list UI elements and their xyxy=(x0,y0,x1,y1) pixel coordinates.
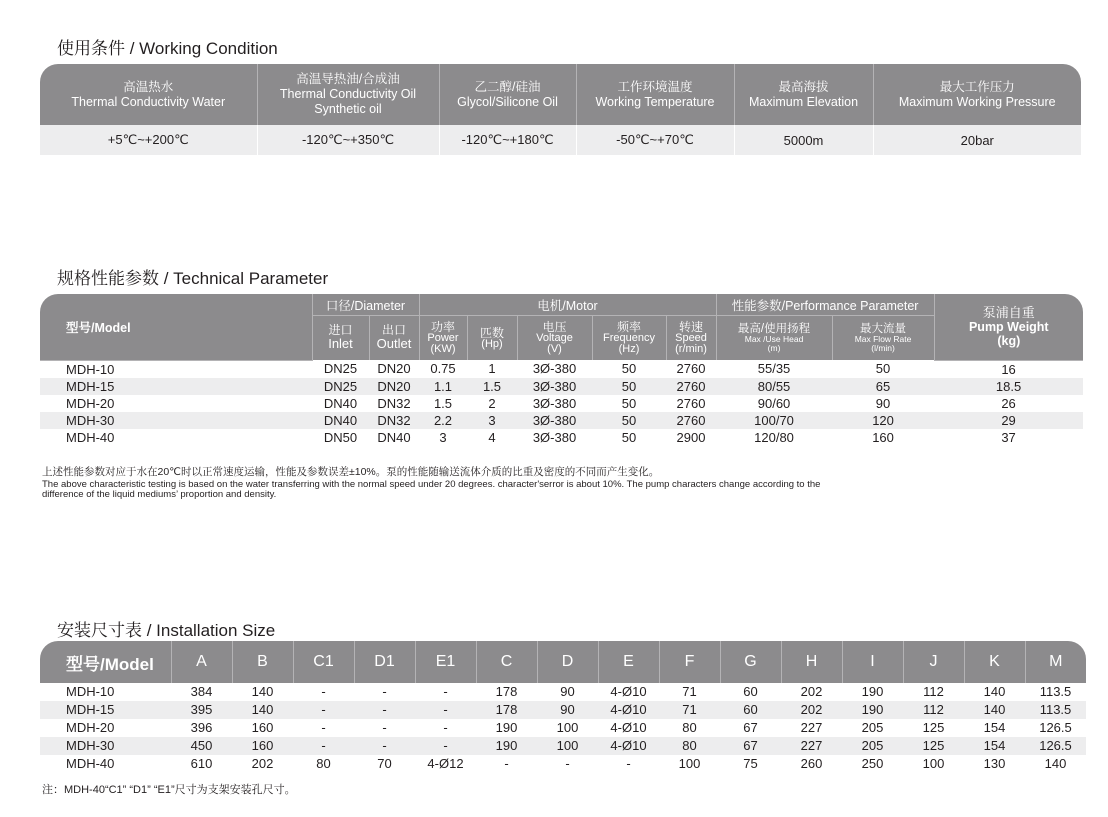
table-cell: 140 xyxy=(964,701,1025,719)
table-cell: 80 xyxy=(659,737,720,755)
table-cell: - xyxy=(415,701,476,719)
table-row xyxy=(40,378,1083,395)
wc-header-elevation-cn: 最高海拔 xyxy=(778,79,829,94)
table-cell: 384 xyxy=(190,684,213,699)
table-cell: 65 xyxy=(832,378,934,395)
table-cell: 112 xyxy=(923,684,944,699)
table-cell: 3Ø-380 xyxy=(517,378,592,395)
tp-note-cn: 上述性能参数对应于水在20℃时以正常速度运输，性能及参数误差±10%。泵的性能随输送流体介质的比重及密度的不同而产生变化。 xyxy=(42,466,660,478)
table-cell: DN40 xyxy=(312,412,369,429)
table-cell: 4-Ø10 xyxy=(610,720,647,735)
tp-header-power-unit: (KW) xyxy=(430,343,456,355)
working-condition-title: 使用条件 / Working Condition xyxy=(57,39,278,58)
tp-header-performance: 性能参数/Performance Parameter xyxy=(716,294,934,316)
wc-header-water-cn: 高温热水 xyxy=(123,79,174,94)
table-cell: DN40 xyxy=(377,429,411,445)
table-cell: 396 xyxy=(190,720,213,735)
table-cell: 2760 xyxy=(666,378,716,395)
is-note: 注：MDH-40“C1” “D1” “E1”尺寸为支架安装孔尺寸。 xyxy=(42,784,296,796)
table-cell: 100 xyxy=(537,737,598,755)
model-cell: MDH-40 xyxy=(66,429,115,445)
wc-header-oil-cn: 高温导热油/合成油 xyxy=(296,72,400,86)
table-cell: - xyxy=(443,720,448,735)
table-cell: - xyxy=(354,701,415,719)
table-cell: 1.1 xyxy=(419,378,467,395)
model-cell: MDH-15 xyxy=(40,378,312,395)
tp-header-motor: 电机/Motor xyxy=(419,294,716,316)
model-cell: MDH-10 xyxy=(66,684,115,699)
table-cell: 120/80 xyxy=(754,429,794,445)
tp-header-flow-en: Max Flow Rate xyxy=(854,334,912,344)
table-cell: 71 xyxy=(682,684,697,699)
table-cell: 2760 xyxy=(676,361,706,377)
table-cell: 260 xyxy=(800,756,823,771)
table-cell: - xyxy=(504,756,509,771)
table-cell: -120℃~+350℃ xyxy=(257,125,439,155)
tp-header-inlet-en: Inlet xyxy=(328,336,353,351)
table-cell: - xyxy=(443,684,448,699)
tp-header-frequency-unit: (Hz) xyxy=(618,343,640,355)
table-cell: 2.2 xyxy=(419,412,467,429)
table-cell: 67 xyxy=(743,720,758,735)
tp-header-model: 型号/Model xyxy=(40,294,312,360)
table-cell: 100 xyxy=(556,720,579,735)
tp-header-weight-en: Pump Weight xyxy=(968,319,1049,334)
tp-header-diameter: 口径/Diameter xyxy=(312,294,419,316)
table-cell: 90/60 xyxy=(757,395,791,411)
table-cell: 75 xyxy=(743,756,758,771)
table-cell: - xyxy=(382,720,387,735)
table-cell: 140 xyxy=(232,701,293,719)
table-row xyxy=(40,125,1081,155)
wc-header-pressure-cn: 最大工作压力 xyxy=(939,79,1015,94)
table-cell: 205 xyxy=(842,737,903,755)
table-cell: 160 xyxy=(251,720,274,735)
wc-header-temperature-en: Working Temperature xyxy=(595,94,715,109)
table-cell: 112 xyxy=(903,701,964,719)
table-cell: 130 xyxy=(983,756,1006,771)
is-header-d1: D1 xyxy=(354,641,415,683)
table-cell: DN20 xyxy=(369,378,419,395)
tp-header-speed-cn: 转速 xyxy=(679,320,704,334)
table-cell: 67 xyxy=(720,737,781,755)
wc-header-temperature xyxy=(576,64,734,125)
table-cell: 3Ø-380 xyxy=(517,412,592,429)
tp-header-speed-en: Speed xyxy=(675,332,707,344)
installation-size-table xyxy=(40,641,1086,773)
is-header-c: C xyxy=(476,641,537,683)
table-cell: 120 xyxy=(832,412,934,429)
table-cell: 80 xyxy=(316,756,331,771)
table-cell: 190 xyxy=(842,701,903,719)
table-cell: DN32 xyxy=(369,412,419,429)
table-cell: 202 xyxy=(781,701,842,719)
table-cell: 140 xyxy=(251,684,274,699)
tp-header-voltage-en: Voltage xyxy=(536,332,573,344)
model-cell: MDH-10 xyxy=(66,361,115,377)
wc-header-elevation-en: Maximum Elevation xyxy=(748,94,859,109)
is-header-model: 型号/Model xyxy=(40,641,171,683)
tp-header-weight xyxy=(934,294,1083,360)
table-cell: 610 xyxy=(190,756,213,771)
is-header-c1: C1 xyxy=(293,641,354,683)
table-cell: 4-Ø10 xyxy=(610,684,647,699)
table-cell: 4-Ø10 xyxy=(598,701,659,719)
tp-header-head xyxy=(716,316,832,361)
wc-header-oil xyxy=(257,64,439,125)
table-cell: 50 xyxy=(592,412,666,429)
wc-header-oil-en: Thermal Conductivity Oil xyxy=(279,87,417,101)
table-cell: - xyxy=(321,684,326,699)
table-cell: 50 xyxy=(621,395,637,411)
table-cell: 140 xyxy=(1044,756,1067,771)
table-cell: 2900 xyxy=(676,429,706,445)
table-cell: 90 xyxy=(875,395,891,411)
table-cell: 2760 xyxy=(666,412,716,429)
table-cell: 3Ø-380 xyxy=(532,395,577,411)
table-cell: 2 xyxy=(488,395,496,411)
table-cell: 50 xyxy=(621,429,637,445)
wc-header-water-en: Thermal Conductivity Water xyxy=(71,94,226,109)
is-header-d: D xyxy=(537,641,598,683)
table-cell: 178 xyxy=(476,701,537,719)
tp-header-power-en: Power xyxy=(427,332,459,344)
tp-header-voltage xyxy=(517,316,592,361)
table-cell: 3 xyxy=(467,412,517,429)
table-cell: 126.5 xyxy=(1025,737,1086,755)
table-cell: 2760 xyxy=(676,395,706,411)
table-cell: 71 xyxy=(659,701,720,719)
table-cell: 250 xyxy=(861,756,884,771)
table-row xyxy=(40,683,1086,701)
table-row xyxy=(40,429,1083,446)
table-cell: 50 xyxy=(621,361,637,377)
table-cell: DN20 xyxy=(377,361,411,377)
table-cell: 50 xyxy=(592,378,666,395)
wc-header-glycol xyxy=(439,64,576,125)
table-cell: 18.5 xyxy=(934,378,1083,395)
table-cell: 113.5 xyxy=(1039,684,1072,699)
is-header-e1: E1 xyxy=(415,641,476,683)
table-row xyxy=(40,701,1086,719)
table-cell: 60 xyxy=(743,684,758,699)
tp-header-outlet xyxy=(369,316,419,361)
technical-parameter-table xyxy=(40,294,1083,446)
table-cell: 450 xyxy=(171,737,232,755)
installation-size-title: 安装尺寸表 / Installation Size xyxy=(57,621,276,640)
table-cell: - xyxy=(626,756,631,771)
table-cell: 154 xyxy=(964,737,1025,755)
table-cell: 190 xyxy=(476,737,537,755)
wc-header-elevation xyxy=(734,64,873,125)
tp-header-outlet-en: Outlet xyxy=(376,336,412,351)
tp-header-hp-en: (Hp) xyxy=(481,337,503,350)
tp-header-voltage-unit: (V) xyxy=(547,343,562,355)
table-cell: 100 xyxy=(678,756,701,771)
table-cell: 0.75 xyxy=(430,361,456,377)
table-cell: 202 xyxy=(800,684,823,699)
is-header-i: I xyxy=(842,641,903,683)
table-cell: - xyxy=(293,737,354,755)
tp-header-flow-cn: 最大流量 xyxy=(860,323,907,335)
table-cell: 90 xyxy=(560,684,575,699)
is-header-m: M xyxy=(1025,641,1086,683)
tp-header-flow-unit: (l/min) xyxy=(871,343,895,353)
table-cell: - xyxy=(382,684,387,699)
is-header-f: F xyxy=(659,641,720,683)
is-header-b: B xyxy=(232,641,293,683)
table-cell: 90 xyxy=(537,701,598,719)
tp-header-power xyxy=(419,316,467,361)
table-cell: DN32 xyxy=(377,395,411,411)
table-cell: 4-Ø10 xyxy=(598,737,659,755)
table-cell: 37 xyxy=(1001,429,1016,445)
wc-header-pressure-en: Maximum Working Pressure xyxy=(898,94,1056,109)
table-cell: 16 xyxy=(1001,361,1016,377)
table-row xyxy=(40,737,1086,755)
table-cell: DN40 xyxy=(323,395,358,411)
table-cell: 395 xyxy=(171,701,232,719)
table-row xyxy=(40,360,1083,378)
table-cell: 1 xyxy=(488,361,496,377)
table-cell: 55/35 xyxy=(757,361,791,377)
tp-header-weight-cn: 泵浦自重 xyxy=(982,304,1035,320)
tp-header-head-cn: 最高/使用扬程 xyxy=(737,323,811,335)
tp-header-head-unit: (m) xyxy=(767,343,781,353)
table-cell: DN25 xyxy=(323,361,358,377)
table-cell: 227 xyxy=(781,737,842,755)
table-cell: 140 xyxy=(983,684,1006,699)
wc-header-oil-en2: Synthetic oil xyxy=(314,102,382,116)
table-cell: 4-Ø12 xyxy=(427,756,464,771)
wc-header-pressure xyxy=(873,64,1081,125)
table-cell: 125 xyxy=(922,720,945,735)
tp-header-frequency xyxy=(592,316,666,361)
is-header-e: E xyxy=(598,641,659,683)
table-cell: 190 xyxy=(861,684,884,699)
wc-header-glycol-en: Glycol/Silicone Oil xyxy=(457,94,558,109)
technical-parameter-title: 规格性能参数 / Technical Parameter xyxy=(57,269,329,288)
tp-header-outlet-cn: 出口 xyxy=(381,323,406,337)
tp-header-frequency-en: Frequency xyxy=(603,332,655,344)
tp-header-inlet xyxy=(312,316,369,361)
tp-header-power-cn: 功率 xyxy=(430,320,455,334)
table-cell: 1.5 xyxy=(433,395,453,411)
table-cell: 3 xyxy=(439,429,447,445)
table-cell: 160 xyxy=(872,429,894,445)
table-cell: 205 xyxy=(861,720,884,735)
table-cell: 227 xyxy=(800,720,823,735)
table-cell: 178 xyxy=(495,684,518,699)
is-header-a: A xyxy=(171,641,232,683)
wc-header-water xyxy=(40,64,257,125)
model-cell: MDH-20 xyxy=(66,395,115,411)
model-cell: MDH-30 xyxy=(40,737,171,755)
table-cell: 1.5 xyxy=(467,378,517,395)
tp-header-frequency-cn: 频率 xyxy=(616,320,641,334)
table-cell: 29 xyxy=(934,412,1083,429)
is-header-j: J xyxy=(903,641,964,683)
table-row xyxy=(40,755,1086,773)
wc-header-temperature-cn: 工作环境温度 xyxy=(617,79,693,94)
table-cell: 190 xyxy=(495,720,518,735)
table-cell: 70 xyxy=(377,756,392,771)
table-cell: 126.5 xyxy=(1039,720,1072,735)
table-cell: DN50 xyxy=(323,429,358,445)
tp-header-weight-unit: (kg) xyxy=(997,333,1021,348)
table-cell: 3Ø-380 xyxy=(532,429,577,445)
table-cell: 5000m xyxy=(734,125,873,155)
table-cell: - xyxy=(321,720,326,735)
table-cell: -120℃~+180℃ xyxy=(439,125,576,155)
table-cell: 100/70 xyxy=(716,412,832,429)
table-cell: 80 xyxy=(682,720,697,735)
tp-header-inlet-cn: 进口 xyxy=(328,323,353,337)
table-cell: 202 xyxy=(251,756,274,771)
tp-header-flow xyxy=(832,316,934,361)
tp-note-en-1: The above characteristic testing is based on the water transferring with the normal speed under 20 degrees. character'serror is about 10%. The pump characters change according to the xyxy=(42,479,821,490)
is-header-g: G xyxy=(720,641,781,683)
model-cell: MDH-40 xyxy=(66,756,115,771)
table-cell: 20bar xyxy=(873,125,1081,155)
tp-header-head-en: Max /Use Head xyxy=(744,334,804,344)
table-row xyxy=(40,719,1086,737)
table-cell: 4 xyxy=(488,429,496,445)
model-cell: MDH-15 xyxy=(40,701,171,719)
tp-note-en-2: difference of the liquid mediums’ proportion and density. xyxy=(42,489,277,500)
table-row xyxy=(40,412,1083,429)
table-cell: - xyxy=(354,737,415,755)
table-cell: 26 xyxy=(1001,395,1016,411)
table-cell: 125 xyxy=(903,737,964,755)
table-cell: - xyxy=(293,701,354,719)
table-cell: 160 xyxy=(232,737,293,755)
is-header-k: K xyxy=(964,641,1025,683)
working-condition-table xyxy=(40,64,1081,155)
table-cell: DN25 xyxy=(312,378,369,395)
table-cell: 3Ø-380 xyxy=(532,361,577,377)
table-cell: - xyxy=(565,756,570,771)
table-cell: -50℃~+70℃ xyxy=(576,125,734,155)
tp-header-voltage-cn: 电压 xyxy=(542,320,567,334)
table-cell: 80/55 xyxy=(716,378,832,395)
table-cell: +5℃~+200℃ xyxy=(40,125,257,155)
tp-header-hp xyxy=(467,316,517,361)
table-cell: 60 xyxy=(720,701,781,719)
table-row xyxy=(40,395,1083,412)
tp-header-hp-cn: 匹数 xyxy=(479,325,504,340)
tp-header-speed xyxy=(666,316,716,361)
table-cell: 100 xyxy=(922,756,945,771)
model-cell: MDH-20 xyxy=(66,720,115,735)
table-cell: 50 xyxy=(875,361,891,377)
tp-header-speed-unit: (r/min) xyxy=(675,343,707,355)
table-cell: 113.5 xyxy=(1025,701,1086,719)
wc-header-glycol-cn: 乙二醇/硅油 xyxy=(474,79,541,94)
model-cell: MDH-30 xyxy=(40,412,312,429)
table-cell: - xyxy=(415,737,476,755)
is-header-h: H xyxy=(781,641,842,683)
table-cell: 154 xyxy=(983,720,1006,735)
